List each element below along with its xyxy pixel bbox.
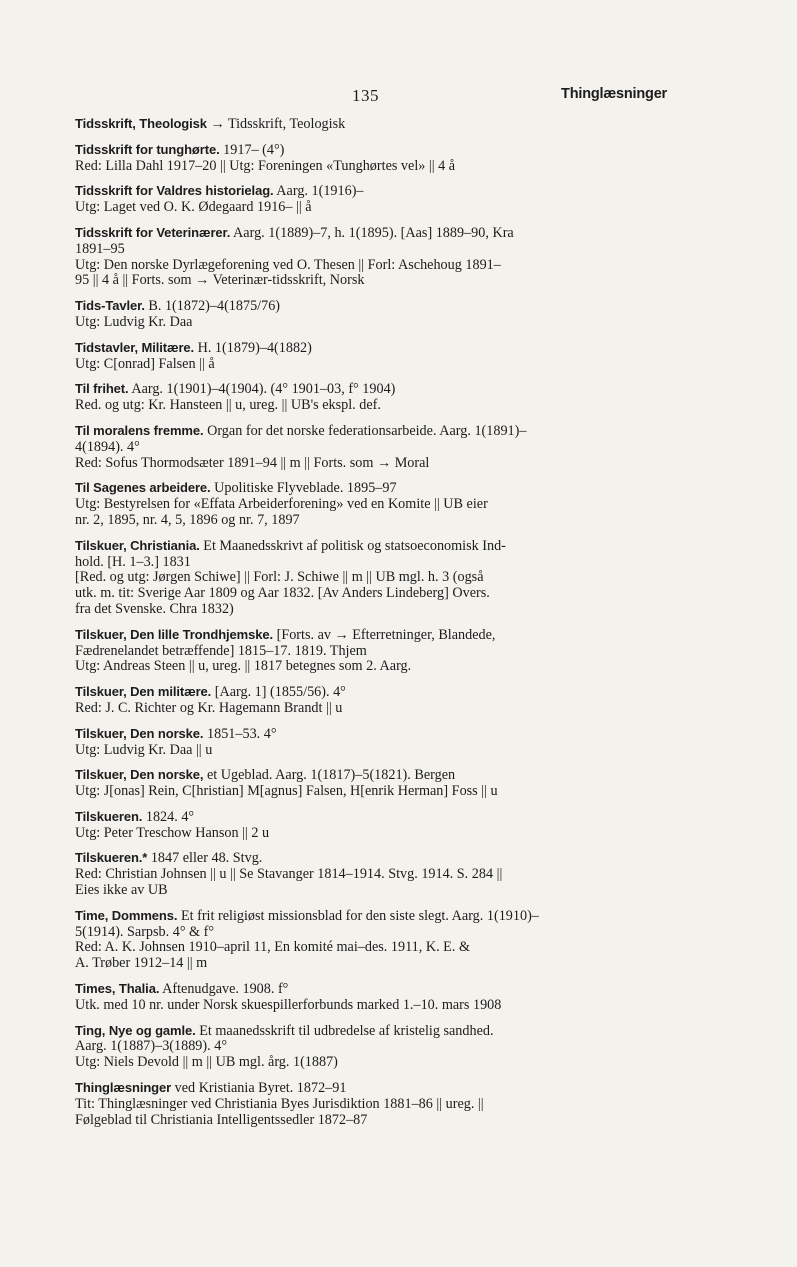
catalog-entry	[75, 340, 665, 373]
entry-first-line	[75, 684, 665, 701]
entry-line: A. Trøber 1912–14 || m	[75, 955, 208, 972]
entry-text: 1851–53. 4°	[203, 725, 277, 742]
entry-text: Et frit religiøst missionsblad for den siste slegt. Aarg. 1(1910)–	[177, 907, 539, 924]
entry-heading: Tilskuer, Den norske,	[75, 767, 204, 783]
entry-first-line	[75, 627, 665, 644]
entry-text: Aarg. 1(1916)–	[273, 183, 364, 200]
entry-heading: Tidsskrift for Veterinærer.	[75, 224, 231, 240]
entry-first-line	[75, 298, 665, 315]
catalog-entry	[75, 726, 665, 759]
entry-line: Utg: Ludvig Kr. Daa || u	[75, 741, 213, 758]
entry-first-line	[75, 423, 665, 440]
entry-line: 1891–95	[75, 240, 125, 257]
entry-text: ved Kristiania Byret. 1872–91	[171, 1080, 347, 1097]
entry-heading: Ting, Nye og gamle.	[75, 1022, 196, 1038]
entry-first-line	[75, 116, 665, 133]
entry-line: Tit: Thinglæsninger ved Christiania Byes Jurisdiktion 1881–86 || ureg. ||	[75, 1095, 484, 1112]
entry-line: 5(1914). Sarpsb. 4° & f°	[75, 923, 215, 940]
entry-heading: Thinglæsninger	[75, 1080, 172, 1096]
catalog-entry	[75, 480, 665, 528]
entry-line: Utg: Laget ved O. K. Ødegaard 1916– || å	[75, 199, 312, 216]
entry-first-line	[75, 726, 665, 743]
entry-heading: Tidsskrift for tunghørte.	[75, 141, 220, 157]
entry-heading: Til Sagenes arbeidere.	[75, 480, 211, 496]
entry-line: Red: Sofus Thormodsæter 1891–94 || m || Forts. som → Moral	[75, 454, 430, 471]
catalog-entry	[75, 850, 665, 898]
entry-first-line	[75, 225, 665, 242]
entry-line: [Red. og utg: Jørgen Schiwe] || Forl: J. Schiwe || m || UB mgl. h. 3 (også	[75, 569, 484, 586]
catalog-entry	[75, 1080, 665, 1128]
entry-heading: Time, Dommens.	[75, 907, 178, 923]
catalog-entry	[75, 1023, 665, 1071]
entry-text: [Forts. av → Efterretninger, Blandede,	[273, 626, 496, 643]
entry-heading: Tilskuer, Den militære.	[75, 684, 212, 700]
entry-line: Aarg. 1(1887)–3(1889). 4°	[75, 1038, 227, 1055]
entry-text: Aarg. 1(1889)–7, h. 1(1895). [Aas] 1889–90, Kra	[230, 224, 514, 241]
entry-first-line	[75, 1080, 665, 1097]
catalog-entry	[75, 225, 665, 289]
entry-text: Organ for det norske federationsarbeide. Aarg. 1(1891)–	[203, 422, 527, 439]
entry-first-line	[75, 142, 665, 159]
entry-heading: Tilskueren.	[75, 808, 143, 824]
entry-line: Utg: Peter Treschow Hanson || 2 u	[75, 824, 270, 841]
entry-line: Utg: Andreas Steen || u, ureg. || 1817 betegnes som 2. Aarg.	[75, 658, 412, 675]
page-number: 135	[352, 86, 379, 105]
catalog-entry	[75, 809, 665, 842]
catalog-entry	[75, 538, 665, 618]
catalog-entry	[75, 116, 665, 133]
entry-text: 1917– (4°)	[219, 141, 285, 158]
entry-line: Utg: Bestyrelsen for «Effata Arbeiderforening» ved en Komite || UB eier	[75, 496, 488, 513]
entry-heading: Tilskuer, Den norske.	[75, 725, 204, 741]
entry-heading: Tidsskrift for Valdres historielag.	[75, 183, 274, 199]
entry-line: utk. m. tit: Sverige Aar 1809 og Aar 1832. [Av Anders Lindeberg] Overs.	[75, 585, 490, 602]
catalog-entry	[75, 908, 665, 972]
entry-heading: Tilskueren.*	[75, 850, 148, 866]
entry-text: et Ugeblad. Aarg. 1(1817)–5(1821). Bergen	[203, 767, 456, 784]
entry-text: Aftenudgave. 1908. f°	[159, 981, 289, 998]
entry-heading: Til moralens fremme.	[75, 422, 204, 438]
entry-text: 1824. 4°	[142, 808, 195, 825]
entry-first-line	[75, 767, 665, 784]
entry-line: Utg: Ludvig Kr. Daa	[75, 313, 193, 330]
entry-text: Aarg. 1(1901)–4(1904). (4° 1901–03, f° 1904)	[128, 381, 396, 398]
entry-line: Red: J. C. Richter og Kr. Hagemann Brandt || u	[75, 699, 343, 716]
entry-first-line	[75, 1023, 665, 1040]
entry-line: Red. og utg: Kr. Hansteen || u, ureg. || UB's ekspl. def.	[75, 397, 381, 414]
entry-line: Utg: Den norske Dyrlægeforening ved O. Thesen || Forl: Aschehoug 1891–	[75, 256, 501, 273]
entry-line: Red: Lilla Dahl 1917–20 || Utg: Foreningen «Tunghørtes vel» || 4 å	[75, 157, 456, 174]
entry-heading: Tidstavler, Militære.	[75, 339, 195, 355]
entry-first-line	[75, 381, 665, 398]
entry-line: Følgeblad til Christiania Intelligentssedler 1872–87	[75, 1111, 368, 1128]
catalog-entry	[75, 767, 665, 800]
entry-line: Utg: C[onrad] Falsen || å	[75, 355, 215, 372]
entry-text: Et Maanedsskrivt af politisk og statsoeconomisk Ind-	[199, 537, 506, 554]
catalog-entry	[75, 423, 665, 471]
entry-first-line	[75, 981, 665, 998]
catalog-entry	[75, 183, 665, 216]
entry-line: Eies ikke av UB	[75, 882, 168, 899]
running-head: Thinglæsninger	[561, 86, 667, 102]
entry-line: fra det Svenske. Chra 1832)	[75, 600, 234, 617]
entry-line: Red: A. K. Johnsen 1910–april 11, En komité mai–des. 1911, K. E. &	[75, 939, 470, 956]
entry-first-line	[75, 183, 665, 200]
entry-line: Fædrenelandet betræffende] 1815–17. 1819. Thjem	[75, 642, 367, 659]
catalog-entry	[75, 381, 665, 414]
entry-text: Upolitiske Flyveblade. 1895–97	[210, 480, 397, 497]
entry-first-line	[75, 908, 665, 925]
entry-line: Utk. med 10 nr. under Norsk skuespillerforbunds marked 1.–10. mars 1908	[75, 996, 502, 1013]
entry-text: B. 1(1872)–4(1875/76)	[144, 298, 281, 315]
entry-first-line	[75, 340, 665, 357]
entry-heading: Tilskuer, Christiania.	[75, 537, 200, 553]
entry-text: Et maanedsskrift til udbredelse af kristelig sandhed.	[195, 1022, 494, 1039]
entry-first-line	[75, 480, 665, 497]
entry-first-line	[75, 850, 665, 867]
entry-heading: Tilskuer, Den lille Trondhjemske.	[75, 626, 274, 642]
entry-line: nr. 2, 1895, nr. 4, 5, 1896 og nr. 7, 1897	[75, 511, 300, 528]
catalog-entries	[75, 116, 665, 1137]
entry-text: 1847 eller 48. Stvg.	[147, 850, 263, 867]
entry-text: → Tidsskrift, Teologisk	[206, 116, 346, 132]
entry-line: 4(1894). 4°	[75, 438, 140, 455]
catalog-entry	[75, 684, 665, 717]
entry-heading: Times, Thalia.	[75, 981, 160, 997]
entry-line: hold. [H. 1–3.] 1831	[75, 553, 191, 570]
entry-line: Utg: J[onas] Rein, C[hristian] M[agnus] Falsen, H[enrik Herman] Foss || u	[75, 783, 498, 800]
entry-line: Utg: Niels Devold || m || UB mgl. årg. 1(1887)	[75, 1054, 338, 1071]
entry-heading: Til frihet.	[75, 381, 129, 397]
entry-text: H. 1(1879)–4(1882)	[194, 339, 312, 356]
catalog-entry	[75, 981, 665, 1014]
entry-first-line	[75, 538, 665, 555]
entry-line: Red: Christian Johnsen || u || Se Stavanger 1814–1914. Stvg. 1914. S. 284 ||	[75, 866, 503, 883]
catalog-entry	[75, 142, 665, 175]
entry-heading: Tids-Tavler.	[75, 298, 145, 314]
entry-first-line	[75, 809, 665, 826]
entry-line: 95 || 4 å || Forts. som → Veterinær-tidsskrift, Norsk	[75, 272, 365, 289]
entry-heading: Tidsskrift, Theologisk	[75, 116, 207, 131]
catalog-entry	[75, 298, 665, 331]
entry-text: [Aarg. 1] (1855/56). 4°	[211, 684, 346, 701]
catalog-entry	[75, 627, 665, 675]
